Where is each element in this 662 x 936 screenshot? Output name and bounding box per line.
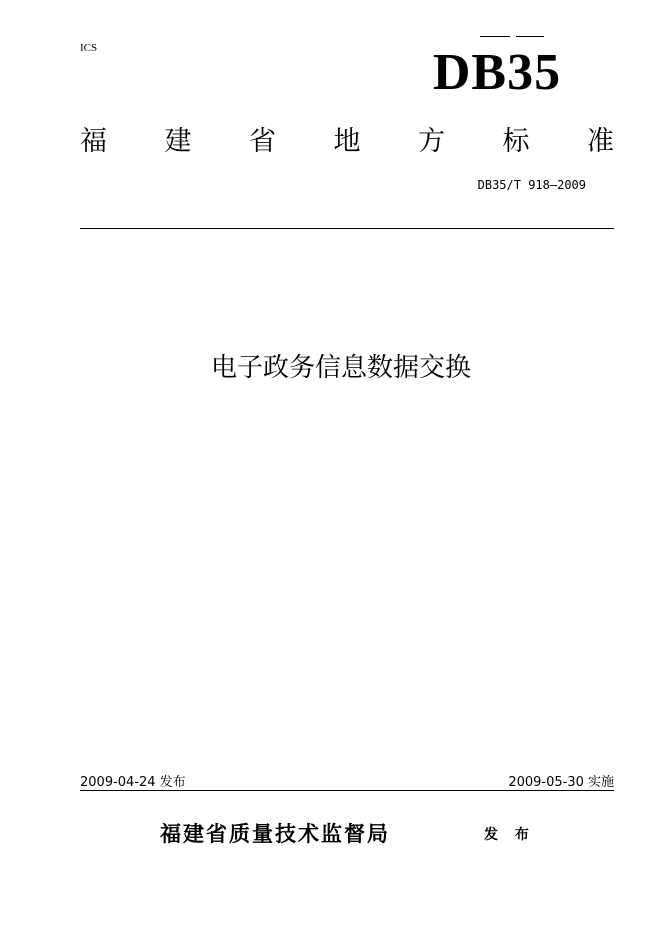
standard-type-char: 建: [164, 125, 192, 157]
standard-type-char: 福: [80, 125, 107, 157]
standard-type-char: 方: [418, 125, 445, 157]
publish-date: 2009-04-24 发布: [80, 775, 186, 790]
standard-type-char: 省: [249, 125, 276, 157]
standard-code: DB35: [432, 44, 562, 101]
standard-type: [80, 118, 614, 158]
implement-date: 2009-05-30 实施: [508, 775, 614, 790]
standard-type-char: 地: [333, 125, 361, 157]
document-title: 电子政务信息数据交换: [210, 353, 471, 383]
standard-number: DB35/T 918—2009: [477, 178, 586, 192]
standard-type-char: 准: [587, 125, 614, 157]
logo-decoration: [480, 36, 544, 38]
standard-type-char: 标: [502, 125, 530, 157]
top-divider: [80, 228, 614, 229]
issuing-authority: 福建省质量技术监督局: [160, 821, 390, 846]
issue-label: 发 布: [484, 827, 535, 843]
bottom-divider: [80, 790, 614, 791]
ics-label: ICS: [80, 42, 98, 54]
